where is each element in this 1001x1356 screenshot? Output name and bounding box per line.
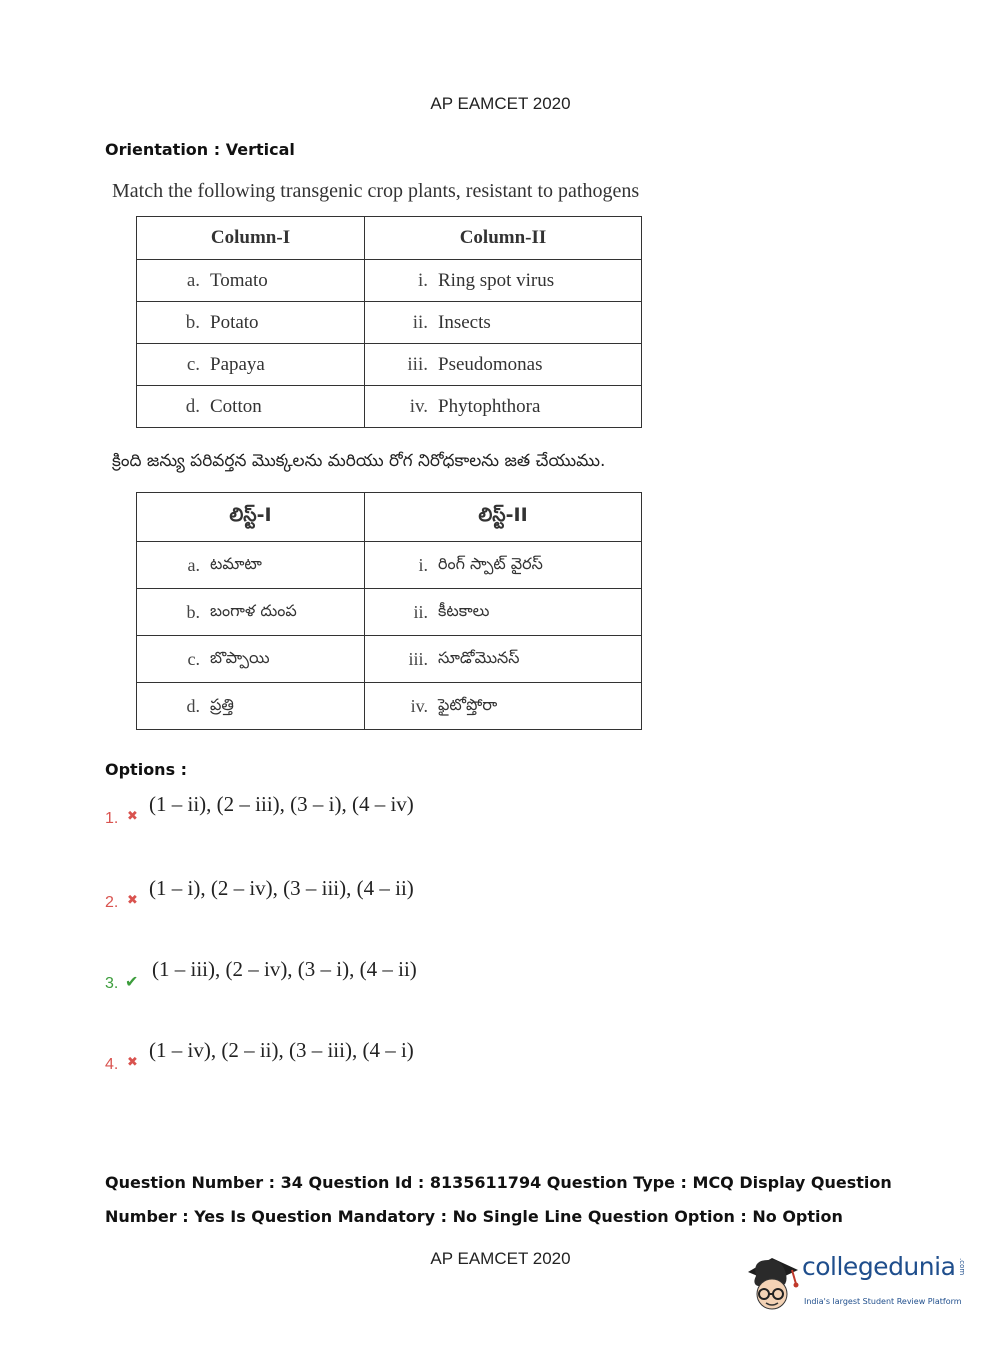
table-row xyxy=(137,542,642,589)
row-label: iii. xyxy=(407,353,428,375)
question-text-telugu: క్రింది జన్యు పరివర్తన మొక్కలను మరియు రోగ నిరోధకాలను జత చేయుము. xyxy=(112,451,606,471)
table-row xyxy=(137,386,642,428)
option-text: (1 – i), (2 – iv), (3 – iii), (4 – ii) xyxy=(149,876,414,900)
row-label: d. xyxy=(186,695,200,716)
match-table-telugu xyxy=(136,492,642,730)
logo-name: collegedunia xyxy=(802,1252,956,1281)
table-row xyxy=(137,636,642,683)
row-value: ప్రత్తి xyxy=(210,694,234,714)
logo-tagline: India's largest Student Review Platform xyxy=(804,1297,962,1306)
row-label: c. xyxy=(187,648,200,669)
option-number: 4. xyxy=(105,1056,119,1073)
option-number: 1. xyxy=(105,810,119,827)
row-value: ఫైటోప్తోరా xyxy=(438,694,498,714)
row-label: a. xyxy=(187,554,200,575)
row-label: d. xyxy=(185,395,200,417)
table-row xyxy=(137,302,642,344)
row-label: i. xyxy=(417,269,428,291)
row-label: iv. xyxy=(409,395,428,417)
row-value: Tomato xyxy=(210,269,268,291)
row-label: ii. xyxy=(413,601,428,622)
row-label: i. xyxy=(418,554,428,575)
wrong-mark-icon: ✖ xyxy=(127,808,138,823)
option-number: 3. xyxy=(105,975,119,992)
row-value: Potato xyxy=(210,311,259,333)
orientation-label: Orientation : Vertical xyxy=(105,140,295,159)
wrong-mark-icon: ✖ xyxy=(127,892,138,907)
row-value: Cotton xyxy=(210,395,262,417)
question-text-english: Match the following transgenic crop plants, resistant to pathogens xyxy=(112,180,640,202)
row-label: iii. xyxy=(408,648,428,669)
page-footer-title: AP EAMCET 2020 xyxy=(430,1249,571,1268)
table-header-row xyxy=(137,217,642,260)
option-text: (1 – ii), (2 – iii), (3 – i), (4 – iv) xyxy=(149,792,414,816)
row-label: iv. xyxy=(410,695,428,716)
table-header-row xyxy=(137,493,642,542)
row-value: Pseudomonas xyxy=(438,353,543,375)
correct-mark-icon: ✔ xyxy=(125,974,139,991)
table-row xyxy=(137,260,642,302)
row-label: a. xyxy=(186,269,200,291)
option-number: 2. xyxy=(105,894,119,911)
row-value: Ring spot virus xyxy=(438,269,555,291)
row-value: Phytophthora xyxy=(438,395,541,417)
question-meta-line-2: Number : Yes Is Question Mandatory : No Single Line Question Option : No Option xyxy=(105,1207,843,1226)
row-label: ii. xyxy=(412,311,428,333)
row-label: c. xyxy=(186,353,200,375)
row-value: రింగ్ స్పాట్ వైరస్ xyxy=(438,553,543,573)
row-label: b. xyxy=(186,601,200,622)
question-meta-line-1: Question Number : 34 Question Id : 8135611794 Question Type : MCQ Display Question xyxy=(105,1173,892,1192)
table-row xyxy=(137,344,642,386)
column-header: Column-I xyxy=(137,217,365,260)
row-value: బొప్పాయి xyxy=(210,647,270,667)
collegedunia-logo xyxy=(742,1250,970,1318)
mascot-icon xyxy=(742,1250,802,1318)
column-header: Column-II xyxy=(365,217,642,260)
table-row xyxy=(137,683,642,730)
row-value: టమాటా xyxy=(210,553,262,573)
option-text: (1 – iv), (2 – ii), (3 – iii), (4 – i) xyxy=(149,1038,414,1062)
logo-domain: .com xyxy=(958,1258,966,1276)
options-heading: Options : xyxy=(105,760,188,779)
column-header: లిస్ట్-II xyxy=(365,493,642,542)
page-header-title: AP EAMCET 2020 xyxy=(430,94,571,113)
row-value: Papaya xyxy=(210,353,265,375)
row-label: b. xyxy=(185,311,200,333)
option-text: (1 – iii), (2 – iv), (3 – i), (4 – ii) xyxy=(152,957,417,981)
row-value: బంగాళ దుంప xyxy=(210,600,297,620)
wrong-mark-icon: ✖ xyxy=(127,1054,138,1069)
row-value: Insects xyxy=(438,311,491,333)
column-header: లిస్ట్-I xyxy=(137,493,365,542)
row-value: సూడోమొనస్ xyxy=(438,647,520,667)
table-row xyxy=(137,589,642,636)
match-table-english xyxy=(136,216,642,428)
row-value: కీటకాలు xyxy=(438,600,490,620)
